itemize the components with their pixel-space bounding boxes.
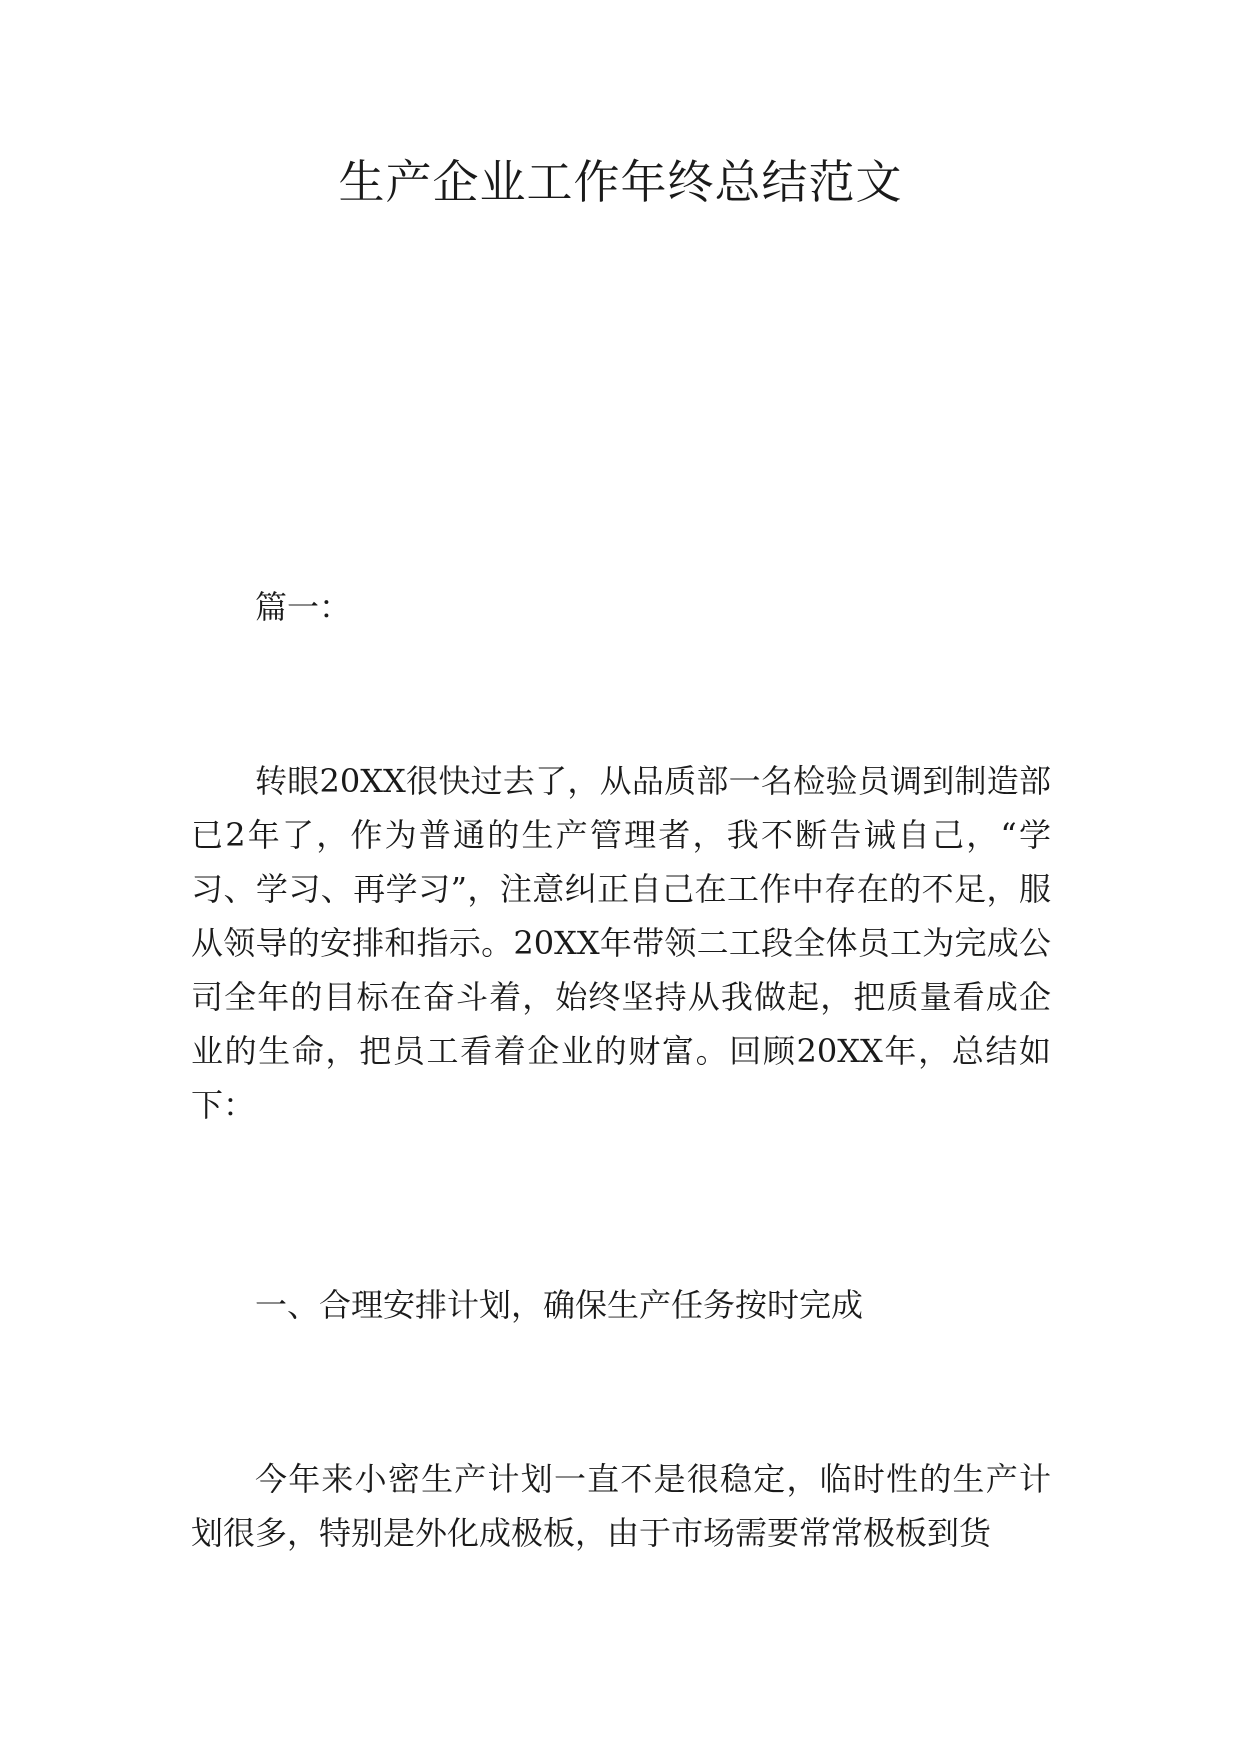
section-heading-1: 一、合理安排计划，确保生产任务按时完成 [255,1286,864,1324]
body-paragraph-1: 今年来小密生产计划一直不是很稳定，临时性的生产计划很多，特别是外化成极板，由于市场需要常常极板到货 [191,1460,1051,1552]
intro-paragraph: 转眼20XX很快过去了，从品质部一名检验员调到制造部已2年了，作为普通的生产管理者，我不断告诫自己，“学习、学习、再学习”，注意纠正自己在工作中存在的不足，服从领导的安排和指示。20XX年带领二工段全体员工为完成公司全年的目标在奋斗着，始终坚持从我做起，把质量看成企业的生命，把员工看着企业的财富。回顾20XX年，总结如下： [191,762,1051,1124]
section-label: 篇一： [255,588,352,626]
document-title: 生产企业工作年终总结范文 [338,155,903,209]
